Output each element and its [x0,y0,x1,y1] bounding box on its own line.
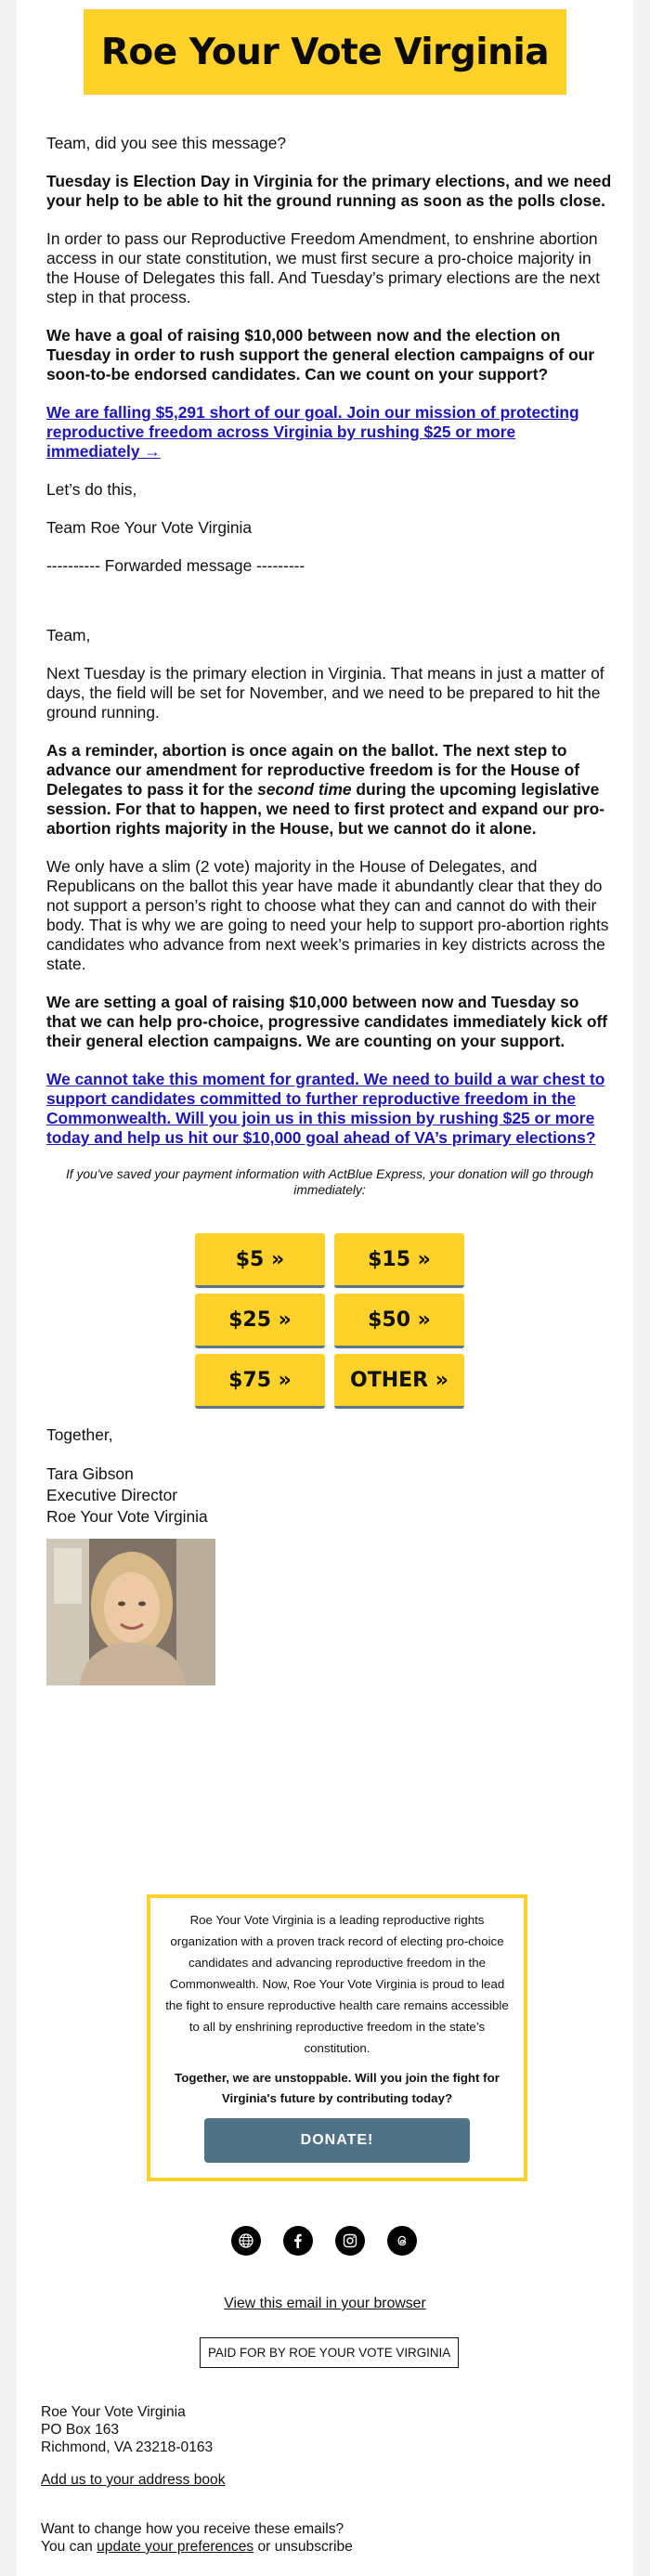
change-question: Want to change how you receive these emails? [41,2521,344,2537]
actblue-note: If you've saved your payment information with ActBlue Express, your donation will go through immediately: [65,1167,594,1197]
donate-75-button[interactable]: $75 » [195,1354,325,1409]
intro-bold-2: We have a goal of raising $10,000 between now and the election on Tuesday in order to rush support the general election campaigns of our soon-to-be endorsed candidates. Can we count on your support? [46,326,595,384]
intro-team-signature: Team Roe Your Vote Virginia [46,518,253,537]
facebook-icon[interactable] [283,2226,313,2256]
address-book-link[interactable]: Add us to your address book [41,2472,226,2488]
intro-closing: Let’s do this, [46,480,137,499]
bold-text-part: As a reminder, abortion is once again on the ballot. The next step to advance our amendment for reproductive freedom is for the House of Delegates to pass it for the [46,741,580,799]
portrait-image [46,1539,215,1685]
instagram-icon[interactable] [335,2226,365,2256]
unsubscribe-text: or unsubscribe [254,2539,353,2555]
forwarded-paragraph-2: We only have a slim (2 vote) majority in the House of Delegates, and Republicans on the ballot this year have made it abundantly clear that they do not support a person’s right to choose what they can and cannot do with their body. That is why we are going to need your help to support pro-abortion rights candidates who advance from next week’s primaries in key districts across the state. [46,857,609,973]
globe-icon[interactable] [231,2226,261,2256]
signer-photo [46,1539,215,1685]
donate-15-button[interactable]: $15 » [334,1233,464,1288]
view-in-browser-link[interactable]: View this email in your browser [224,2296,426,2311]
donate-5-button[interactable]: $5 » [195,1233,325,1288]
intro-paragraph: In order to pass our Reproductive Freedom Amendment, to enshrine abortion access in our state constitution, we must first secure a pro-choice majority in the House of Delegates this fall. And Tuesday’s primary elections are the next step in that process. [46,229,601,306]
donate-50-button[interactable]: $50 » [334,1294,464,1348]
donation-amounts [195,1233,464,1409]
update-preferences-link[interactable]: update your preferences [97,2539,254,2555]
forwarded-bold-2: We are setting a goal of raising $10,000 between now and Tuesday so that we can help pro-choice, progressive candidates immediately kick off their general election campaigns. We are counting on your support. [46,993,608,1050]
banner-title: Roe Your Vote Virginia [100,31,550,73]
address-city: Richmond, VA 23218-0163 [41,2439,214,2455]
header-banner [84,9,566,95]
footer-cta-text: Together, we are unstoppable. Will you join the fight for Virginia's future by contributing today? [175,2071,500,2105]
threads-icon[interactable] [387,2226,417,2256]
preferences-prefix: You can [41,2539,98,2555]
forwarded-divider: ---------- Forwarded message --------- [46,556,306,575]
preferences-line [41,2538,353,2556]
signature-org: Roe Your Vote Virginia [46,1507,208,1526]
signature-title: Executive Director [46,1486,178,1504]
donate-other-button[interactable]: OTHER » [334,1354,464,1409]
forwarded-bold-1 [46,741,613,839]
footer-about-text: Roe Your Vote Virginia is a leading reproductive rights organization with a proven track record of electing pro-choice candidates and advancing reproductive freedom in the Commonwealth. Now, Roe Your Vote Virginia is proud to lead the fight to ensure reproductive health care remains accessible to all by enshrining reproductive freedom in the state’s constitution. [165,1913,509,2055]
signature-block [46,1425,613,1685]
signature-name: Tara Gibson [46,1464,134,1483]
view-in-browser [17,2296,633,2312]
forwarded-greeting: Team, [46,626,91,644]
bold-text-part: during the upcoming legislative session. For that to happen, we need to first protect and expand our pro-abortion rights majority in the House, but we cannot do it alone. [46,780,604,838]
intro-donate-link[interactable]: We are falling $5,291 short of our goal. Join our mission of protecting reproductive freedom across Virginia by rushing $25 or more immediately → [46,403,579,461]
message-content [46,134,613,1685]
email-body [17,0,633,2576]
mailing-address [41,2403,353,2556]
address-name: Roe Your Vote Virginia [41,2404,186,2420]
intro-greeting: Team, did you see this message? [46,134,287,152]
footer-about-box [147,1894,527,2181]
donate-25-button[interactable]: $25 » [195,1294,325,1348]
bold-text-emphasis: second time [257,780,352,799]
footer-donate-button[interactable]: DONATE! [204,2118,470,2163]
forwarded-donate-link[interactable]: We cannot take this moment for granted. We need to build a war chest to support candidates committed to further reproductive freedom in the Commonwealth. Will you join us in this mission by rushing $25 or more today and help us hit our $10,000 goal ahead of VA’s primary elections? [46,1070,605,1147]
signature-closing: Together, [46,1425,113,1444]
forwarded-paragraph-1: Next Tuesday is the primary election in Virginia. That means in just a matter of days, the field will be set for November, and we need to be prepared to hit the ground running. [46,664,604,722]
address-po: PO Box 163 [41,2422,120,2438]
intro-bold-1: Tuesday is Election Day in Virginia for the primary elections, and we need your help to be able to hit the ground running as soon as the polls close. [46,172,612,210]
paid-for-disclaimer: PAID FOR BY ROE YOUR VOTE VIRGINIA [200,2337,459,2368]
social-links [231,2226,417,2256]
